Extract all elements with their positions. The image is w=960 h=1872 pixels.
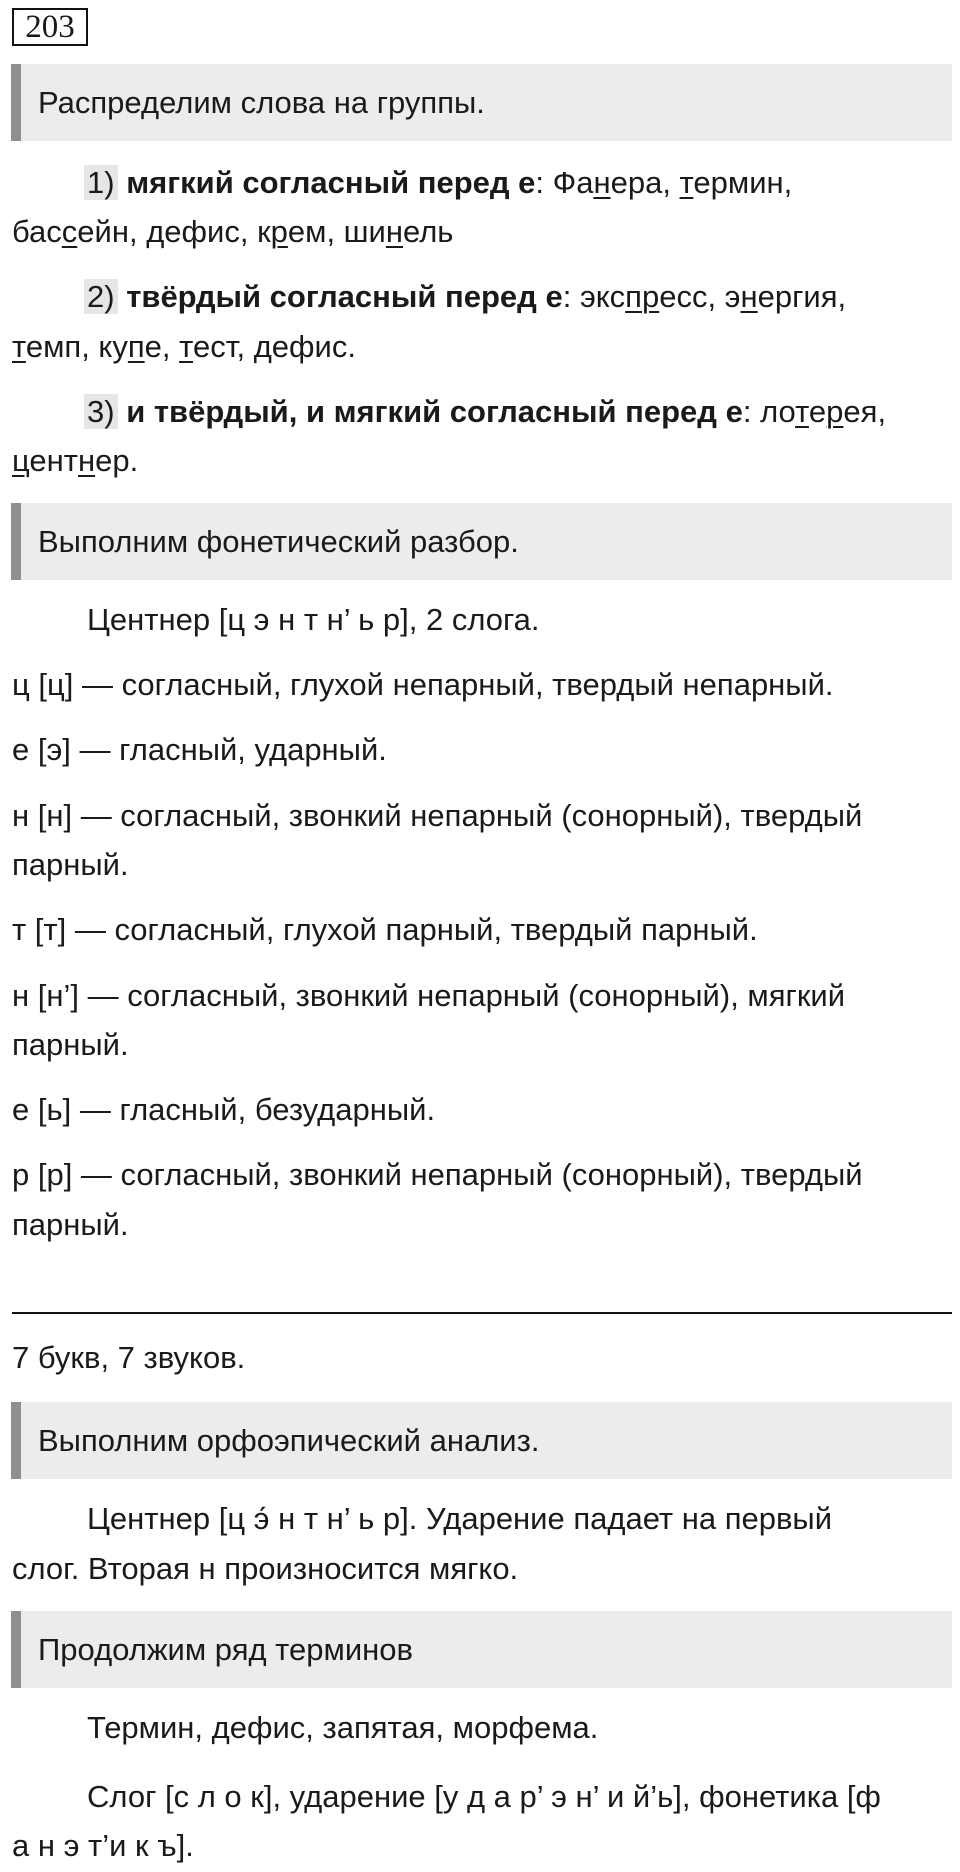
task-number: 203 — [12, 8, 88, 46]
terms-line-1: Термин, дефис, запятая, морфема. — [87, 1710, 599, 1745]
group-title: мягкий согласный перед е — [126, 165, 536, 200]
underlined-letter: р — [641, 279, 660, 314]
underlined-letter: ц — [12, 443, 30, 478]
group-2-line-2: темп, купе, тест, дефис. — [12, 329, 356, 364]
underlined-letter: р — [270, 214, 288, 249]
underlined-letter: п — [127, 329, 145, 364]
divider — [12, 1312, 952, 1314]
underlined-letter: т — [12, 329, 26, 364]
section-heading-groups: Распределим слова на группы. — [11, 64, 952, 141]
underlined-letter: р — [826, 394, 844, 429]
section-heading-phonetic: Выполним фонетический разбор. — [11, 503, 952, 580]
orthoepic-line-2: слог. Вторая н произносится мягко. — [12, 1551, 519, 1586]
phonetic-line: парный. — [12, 1027, 129, 1062]
group-title: твёрдый согласный перед е — [126, 279, 563, 314]
phonetic-line: е [э] — гласный, ударный. — [12, 732, 387, 767]
group-number: 2) — [84, 279, 118, 314]
phonetic-line: н [н] — согласный, звонкий непарный (сонорный), твердый — [12, 798, 863, 833]
phonetic-line: е [ь] — гласный, безударный. — [12, 1092, 436, 1127]
underlined-letter: д — [253, 329, 272, 364]
phonetic-line: т [т] — согласный, глухой парный, твердый парный. — [12, 912, 758, 947]
terms-line-2: Слог [с л о к], ударение [у д а р’ э н’ и й’ь], фонетика [ф — [87, 1779, 881, 1814]
underlined-letter: п — [625, 279, 642, 314]
group-3-line-1: 3) и твёрдый, и мягкий согласный перед е: лотерея, — [87, 393, 952, 431]
phonetic-intro: Центнер [ц э н т н’ ь р], 2 слога. — [87, 602, 540, 637]
phonetic-line: н [н’] — согласный, звонкий непарный (сонорный), мягкий — [12, 978, 846, 1013]
underlined-letter: т — [679, 165, 694, 200]
orthoepic-line-1: Центнер [ц э́ н т н’ ь р]. Ударение падает на первый — [87, 1501, 833, 1536]
underlined-letter: н — [385, 214, 403, 249]
section-heading-orthoepic: Выполним орфоэпический анализ. — [11, 1402, 952, 1479]
underlined-letter: н — [77, 443, 96, 478]
phonetic-line: парный. — [12, 847, 129, 882]
group-3-line-2: центнер. — [12, 443, 139, 478]
underlined-letter: н — [740, 279, 758, 314]
phonetic-summary: 7 букв, 7 звуков. — [12, 1340, 246, 1375]
group-1-line-1: 1) мягкий согласный перед е: Фанера, термин, — [87, 164, 952, 202]
underlined-letter: т — [795, 394, 809, 429]
terms-line-3: а н э т’и к ъ]. — [12, 1828, 194, 1863]
underlined-letter: с — [61, 214, 78, 249]
group-2-line-1: 2) твёрдый согласный перед е: экспресс, энергия, — [87, 278, 952, 316]
phonetic-line: парный. — [12, 1207, 129, 1242]
phonetic-line: р [р] — согласный, звонкий непарный (сонорный), твердый — [12, 1157, 863, 1192]
group-number: 3) — [84, 394, 118, 429]
underlined-letter: т — [179, 329, 193, 364]
group-1-line-2: бассейн, дефис, крем, шинель — [12, 214, 454, 249]
section-heading-terms: Продолжим ряд терминов — [11, 1611, 952, 1688]
group-title: и твёрдый, и мягкий согласный перед е — [126, 394, 743, 429]
underlined-letter: н — [593, 165, 611, 200]
underlined-letter: д — [146, 214, 165, 249]
phonetic-line: ц [ц] — согласный, глухой непарный, твердый непарный. — [12, 667, 834, 702]
group-number: 1) — [84, 165, 118, 200]
